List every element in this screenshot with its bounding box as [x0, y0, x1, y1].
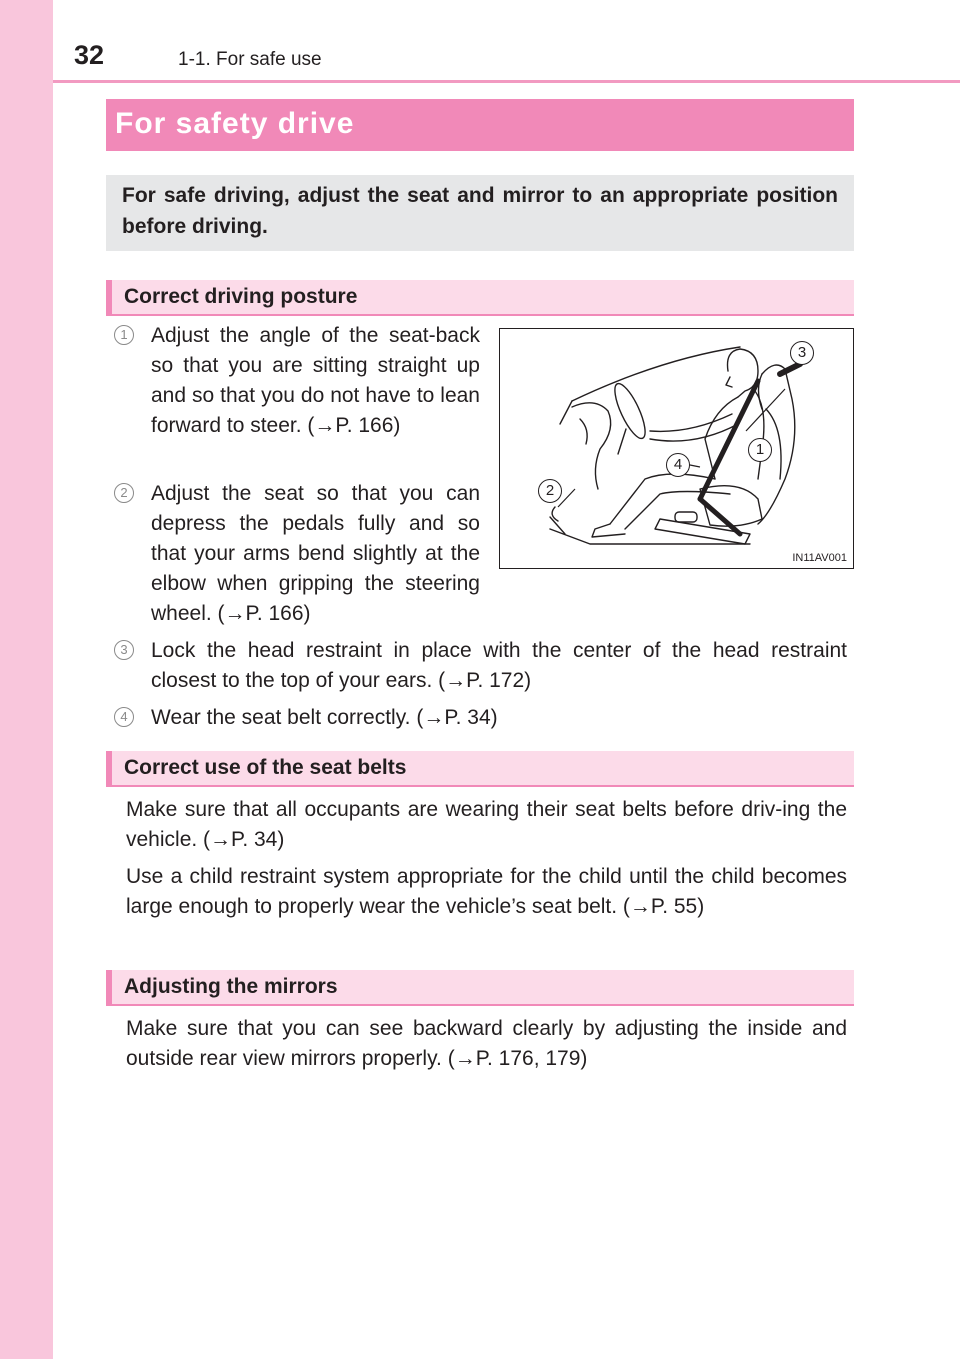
callout-4: 4	[666, 453, 690, 477]
callout-3: 3	[790, 341, 814, 365]
side-color-strip	[0, 0, 53, 1359]
item-number-badge: 2	[114, 483, 134, 503]
mirrors-paragraph-1: Make sure that you can see backward clearly by adjusting the inside and outside rear view mirrors properly. (→P. 176, 179)	[126, 1017, 847, 1070]
item-number-badge: 1	[114, 325, 134, 345]
seat-belts-paragraph-2: Use a child restraint system appropriate for the child until the child becomes large enough to properly wear the vehicle’s seat belt. (→P. 55)	[126, 865, 847, 918]
driving-posture-illustration	[499, 328, 854, 569]
posture-item-4	[114, 703, 847, 733]
item-number-badge: 4	[114, 707, 134, 727]
callout-2: 2	[538, 479, 562, 503]
page-number: 32	[74, 40, 105, 70]
section-title: For safety drive	[106, 99, 854, 151]
posture-item-3	[114, 636, 847, 696]
item-text: Lock the head restraint in place with the center of the head restraint closest to the top of your ears. (→P. 172)	[151, 639, 847, 692]
item-text: Wear the seat belt correctly. (→P. 34)	[151, 706, 498, 729]
subhead-seat-belts: Correct use of the seat belts	[106, 751, 854, 787]
intro-box: For safe driving, adjust the seat and mirror to an appropriate position before driving.	[106, 175, 854, 251]
header-rule	[53, 80, 960, 83]
callout-1: 1	[748, 438, 772, 462]
subhead-correct-driving-posture: Correct driving posture	[106, 280, 854, 316]
item-text: Adjust the seat so that you can depress the pedals fully and so that your arms bend slightly at the elbow when gripping the steering wheel. (→P. 166)	[151, 482, 480, 625]
posture-item-1	[114, 321, 480, 441]
running-header: 1-1. For safe use	[178, 49, 322, 70]
subhead-mirrors: Adjusting the mirrors	[106, 970, 854, 1006]
seat-belts-paragraph-1: Make sure that all occupants are wearing their seat belts before driv-ing the vehicle. (→P. 34)	[126, 798, 847, 851]
item-number-badge: 3	[114, 640, 134, 660]
posture-item-2	[114, 479, 480, 629]
item-text: Adjust the angle of the seat-back so that you are sitting straight up and so that you do not have to lean forward to steer. (→P. 166)	[151, 324, 480, 437]
figure-code: IN11AV001	[792, 552, 847, 564]
